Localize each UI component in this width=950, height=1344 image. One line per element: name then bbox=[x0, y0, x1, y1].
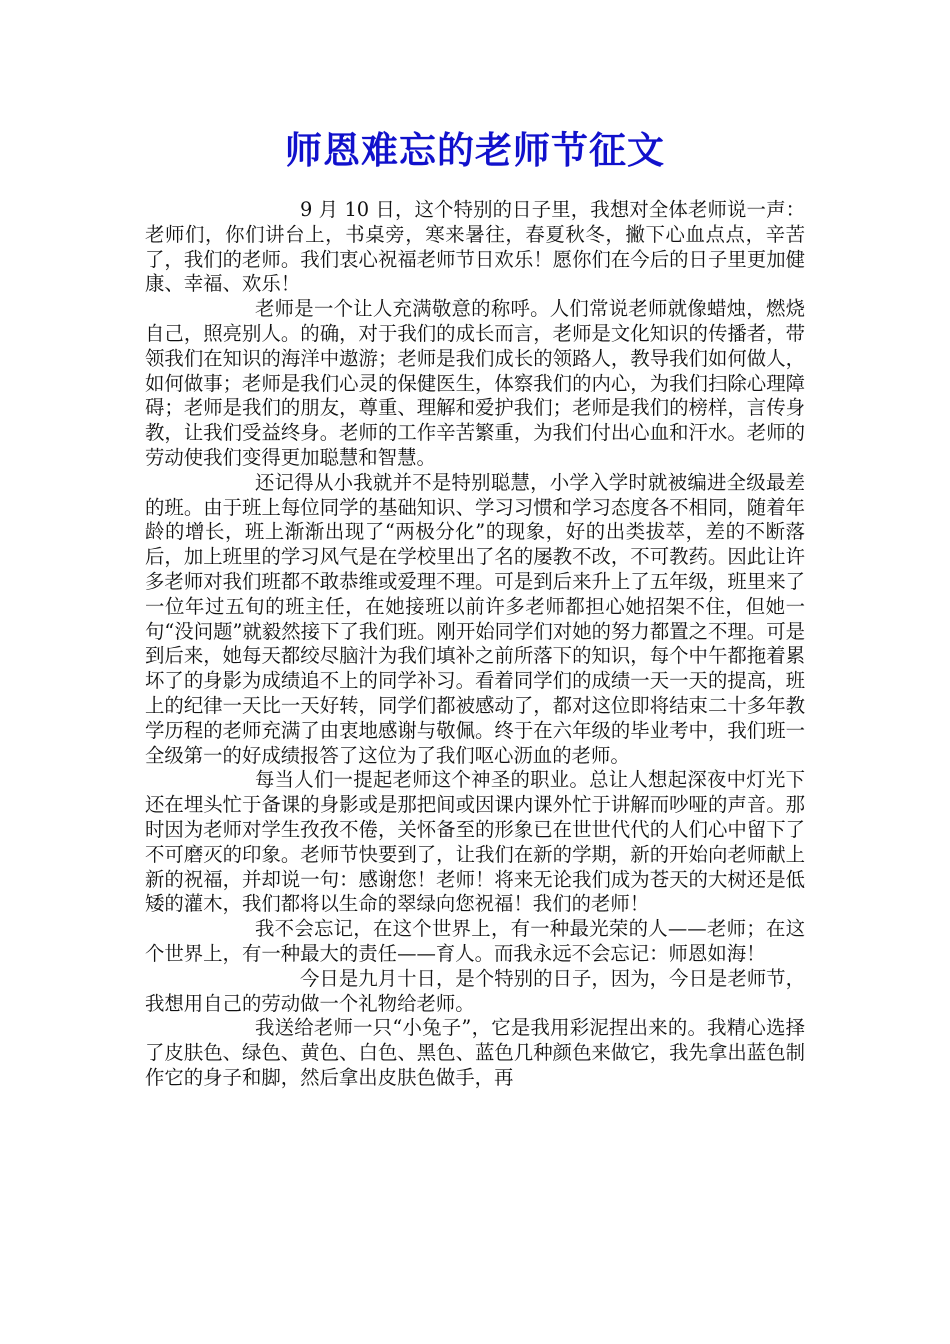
paragraph: 我不会忘记，在这个世界上，有一种最光荣的人——老师；在这个世界上，有一种最大的责任——育人。而我永远不会忘记：师恩如海！ bbox=[145, 917, 805, 965]
paragraph: 我送给老师一只“小兔子”，它是我用彩泥捏出来的。我精心选择了皮肤色、绿色、黄色、白色、黑色、蓝色几种颜色来做它，我先拿出蓝色制作它的身子和脚，然后拿出皮肤色做手，再 bbox=[145, 1016, 805, 1089]
paragraph: 老师是一个让人充满敬意的称呼。人们常说老师就像蜡烛，燃烧自己，照亮别人。的确，对于我们的成长而言，老师是文化知识的传播者，带领我们在知识的海洋中遨游；老师是我们成长的领路人，教导我们如何做人，如何做事；老师是我们心灵的保健医生，体察我们的内心，为我们扫除心理障碍；老师是我们的朋友，尊重、理解和爱护我们；老师是我们的榜样，言传身教，让我们受益终身。老师的工作辛苦繁重，为我们付出心血和汗水。老师的劳动使我们变得更加聪慧和智慧。 bbox=[145, 297, 805, 469]
paragraph: 9 月 10 日，这个特别的日子里，我想对全体老师说一声：老师们，你们讲台上，书桌旁，寒来暑往，春夏秋冬，撇下心血点点，辛苦了，我们的老师。我们衷心祝福老师节日欢乐！愿你们在今后的日子里更加健康、幸福、欢乐！ bbox=[145, 198, 805, 296]
paragraph: 今日是九月十日，是个特别的日子，因为，今日是老师节，我想用自己的劳动做一个礼物给老师。 bbox=[145, 966, 805, 1015]
document-body bbox=[145, 198, 805, 1091]
document-title: 师恩难忘的老师节征文 bbox=[285, 128, 665, 172]
paragraph: 每当人们一提起老师这个神圣的职业。总让人想起深夜中灯光下还在埋头忙于备课的身影或是那把间或因课内课外忙于讲解而吵哑的声音。那时因为老师对学生孜孜不倦，关怀备至的形象已在世世代代的人们心中留下了不可磨灭的印象。老师节快要到了，让我们在新的学期，新的开始向老师献上新的祝福，并却说一句：感谢您！老师！将来无论我们成为苍天的大树还是低矮的灌木，我们都将以生命的翠绿向您祝福！我们的老师！ bbox=[145, 768, 805, 916]
paragraph: 还记得从小我就并不是特别聪慧，小学入学时就被编进全级最差的班。由于班上每位同学的基础知识、学习习惯和学习态度各不相同，随着年龄的增长，班上渐渐出现了“两极分化”的现象，好的出类拔萃，差的不断落后，加上班里的学习风气是在学校里出了名的屡教不改，不可教药。因此让许多老师对我们班都不敢恭维或爱理不理。可是到后来升上了五年级，班里来了一位年过五旬的班主任，在她接班以前许多老师都担心她招架不住，但她一句“没问题”就毅然接下了我们班。刚开始同学们对她的努力都置之不理。可是到后来，她每天都绞尽脑汁为我们填补之前所落下的知识，每个中午都拖着累坏了的身影为成绩追不上的同学补习。看着同学们的成绩一天一天的提高，班上的纪律一天比一天好转，同学们都被感动了，都对这位即将结束二十多年教学历程的老师充满了由衷地感谢与敬佩。终于在六年级的毕业考中，我们班一全级第一的好成绩报答了这位为了我们呕心沥血的老师。 bbox=[145, 470, 805, 767]
